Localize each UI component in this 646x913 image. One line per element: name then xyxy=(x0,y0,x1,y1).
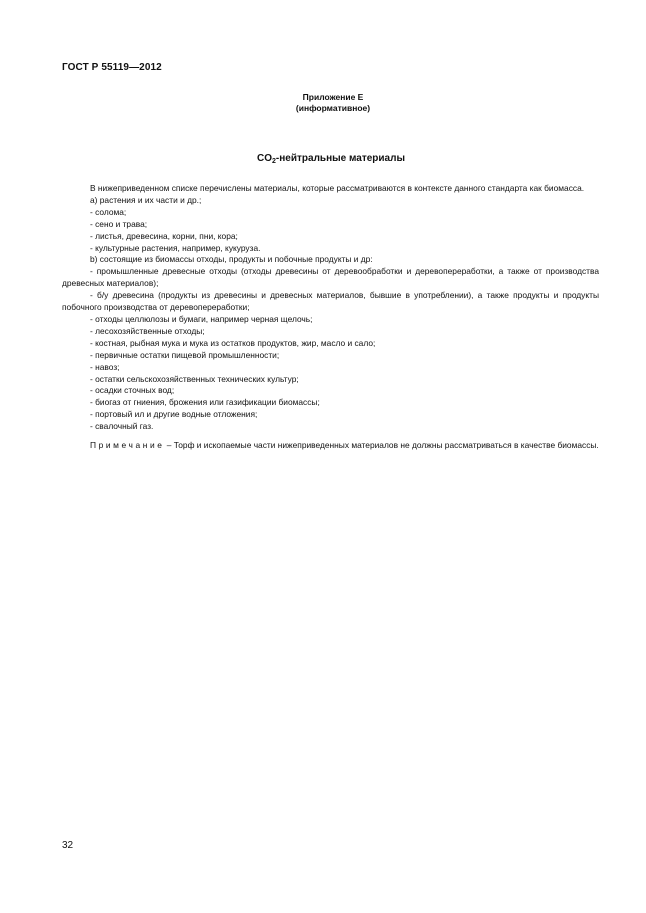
list-item: - солома; xyxy=(90,206,127,217)
body-text xyxy=(62,183,599,460)
list-item: - свалочный газ. xyxy=(90,421,154,432)
section-title-prefix: CO xyxy=(257,153,273,164)
list-item: - портовый ил и другие водные отложения; xyxy=(90,409,258,420)
list-item: - отходы целлюлозы и бумаги, например черная щелочь; xyxy=(90,313,313,324)
list-item: а) растения и их части и др.; xyxy=(90,194,202,205)
list-item: - б/у древесина (продукты из древесины и древесных материалов, бывшие в употреблении), а также продукты и продукты побочного производства от деревопереработки; xyxy=(62,290,599,313)
appendix-subtitle: (информативное) xyxy=(295,103,371,113)
note xyxy=(62,440,599,452)
list-item: - костная, рыбная мука и мука из остатков продуктов, жир, масло и сало; xyxy=(90,337,376,348)
list-item: - промышленные древесные отходы (отходы древесины от деревообработки и деревопереработки, а также от производства древесных материалов); xyxy=(62,266,599,289)
note-label: Примечание xyxy=(90,440,165,451)
list-item: b) состоящие из биомассы отходы, продукты и побочные продукты и др: xyxy=(90,254,373,265)
document-code: ГОСТ Р 55119—2012 xyxy=(62,62,162,73)
list-item: - культурные растения, например, кукуруза. xyxy=(90,242,261,253)
page-number: 32 xyxy=(62,840,74,851)
list-item: - листья, древесина, корни, пни, кора; xyxy=(90,230,238,241)
list-item: - осадки сточных вод; xyxy=(90,385,175,396)
list-item: - навоз; xyxy=(90,361,120,372)
paragraph: В нижеприведенном списке перечислены материалы, которые рассматриваются в контексте данного стандарта как биомасса. xyxy=(90,183,585,193)
section-title-suffix: -нейтральные материалы xyxy=(275,153,405,164)
note-text: – Торф и ископаемые части нижеприведенных материалов не должны рассматриваться в качестве биомассы. xyxy=(164,440,599,451)
list-item: - биогаз от гниения, брожения или газификации биомассы; xyxy=(90,397,320,408)
section-title-subscript: 2 xyxy=(272,158,276,165)
list-item: - первичные остатки пищевой промышленности; xyxy=(90,349,280,360)
list-item: - лесохозяйственные отходы; xyxy=(90,325,205,336)
appendix-title: Приложение Е xyxy=(302,92,364,102)
section-title xyxy=(0,153,646,165)
list-item: - остатки сельскохозяйственных технических культур; xyxy=(90,373,299,384)
list-item: - сено и трава; xyxy=(90,218,148,229)
appendix-heading xyxy=(0,92,646,114)
